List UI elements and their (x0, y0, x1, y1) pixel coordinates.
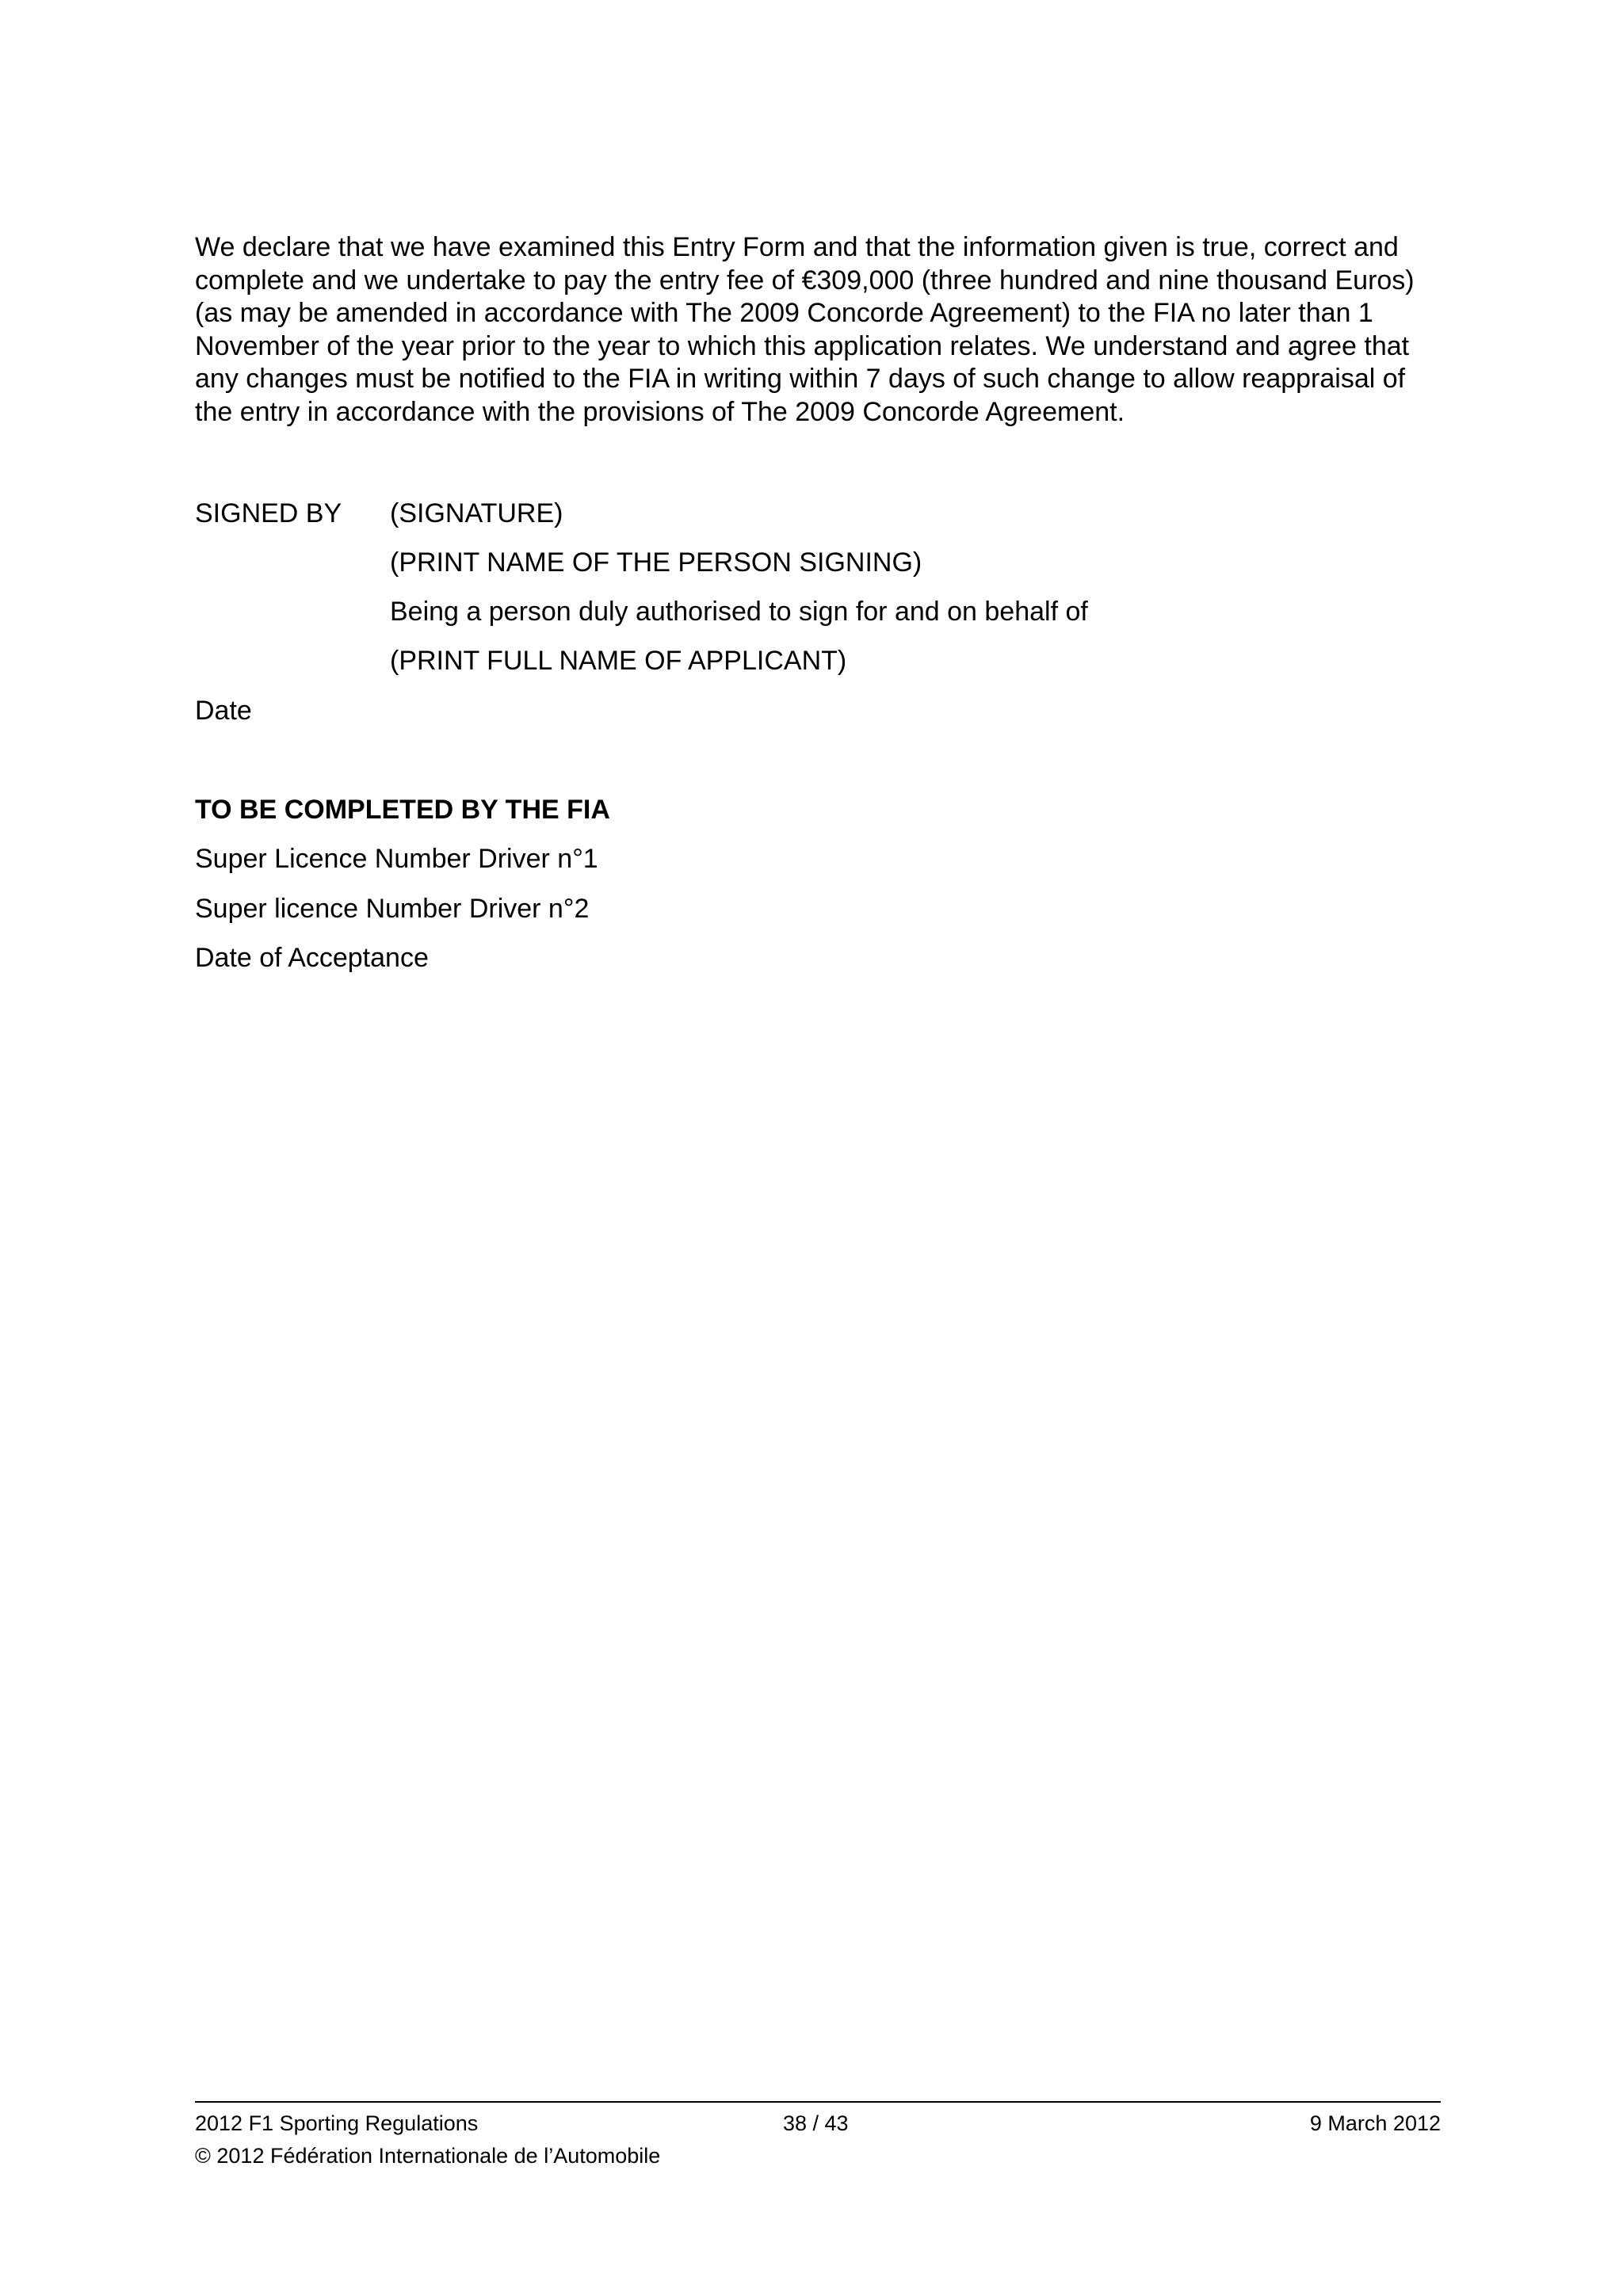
date-label: Date (195, 696, 252, 726)
super-licence-driver-2: Super licence Number Driver n°2 (195, 894, 590, 924)
date-of-acceptance: Date of Acceptance (195, 943, 429, 973)
applicant-name-line: (PRINT FULL NAME OF APPLICANT) (390, 646, 847, 676)
footer-page-number: 38 / 43 (783, 2111, 849, 2135)
signature-line: (SIGNATURE) (390, 498, 563, 528)
fia-section-heading: TO BE COMPLETED BY THE FIA (195, 795, 610, 825)
footer-title: 2012 F1 Sporting Regulations (195, 2111, 479, 2135)
footer-date: 9 March 2012 (1309, 2111, 1441, 2135)
super-licence-driver-1: Super Licence Number Driver n°1 (195, 844, 598, 874)
print-name-line: (PRINT NAME OF THE PERSON SIGNING) (390, 547, 922, 578)
signed-by-label: SIGNED BY (195, 498, 342, 528)
footer-divider (195, 2101, 1441, 2103)
authorised-line: Being a person duly authorised to sign for and on behalf of (390, 597, 1088, 627)
footer-copyright: © 2012 Fédération Internationale de l’Automobile (195, 2144, 661, 2168)
declaration-paragraph: We declare that we have examined this Entry Form and that the information given is true, correct and complete and we undertake to pay the entry fee of €309,000 (three hundred and nine thousand Euros) (as may be amended in accordance with The 2009 Concorde Agreement) to the FIA no later than 1 November of the year prior to the year to which this application relates. We understand and agree that any changes must be notified to the FIA in writing within 7 days of such change to allow reappraisal of the entry in accordance with the provisions of The 2009 Concorde Agreement. (195, 232, 1415, 427)
